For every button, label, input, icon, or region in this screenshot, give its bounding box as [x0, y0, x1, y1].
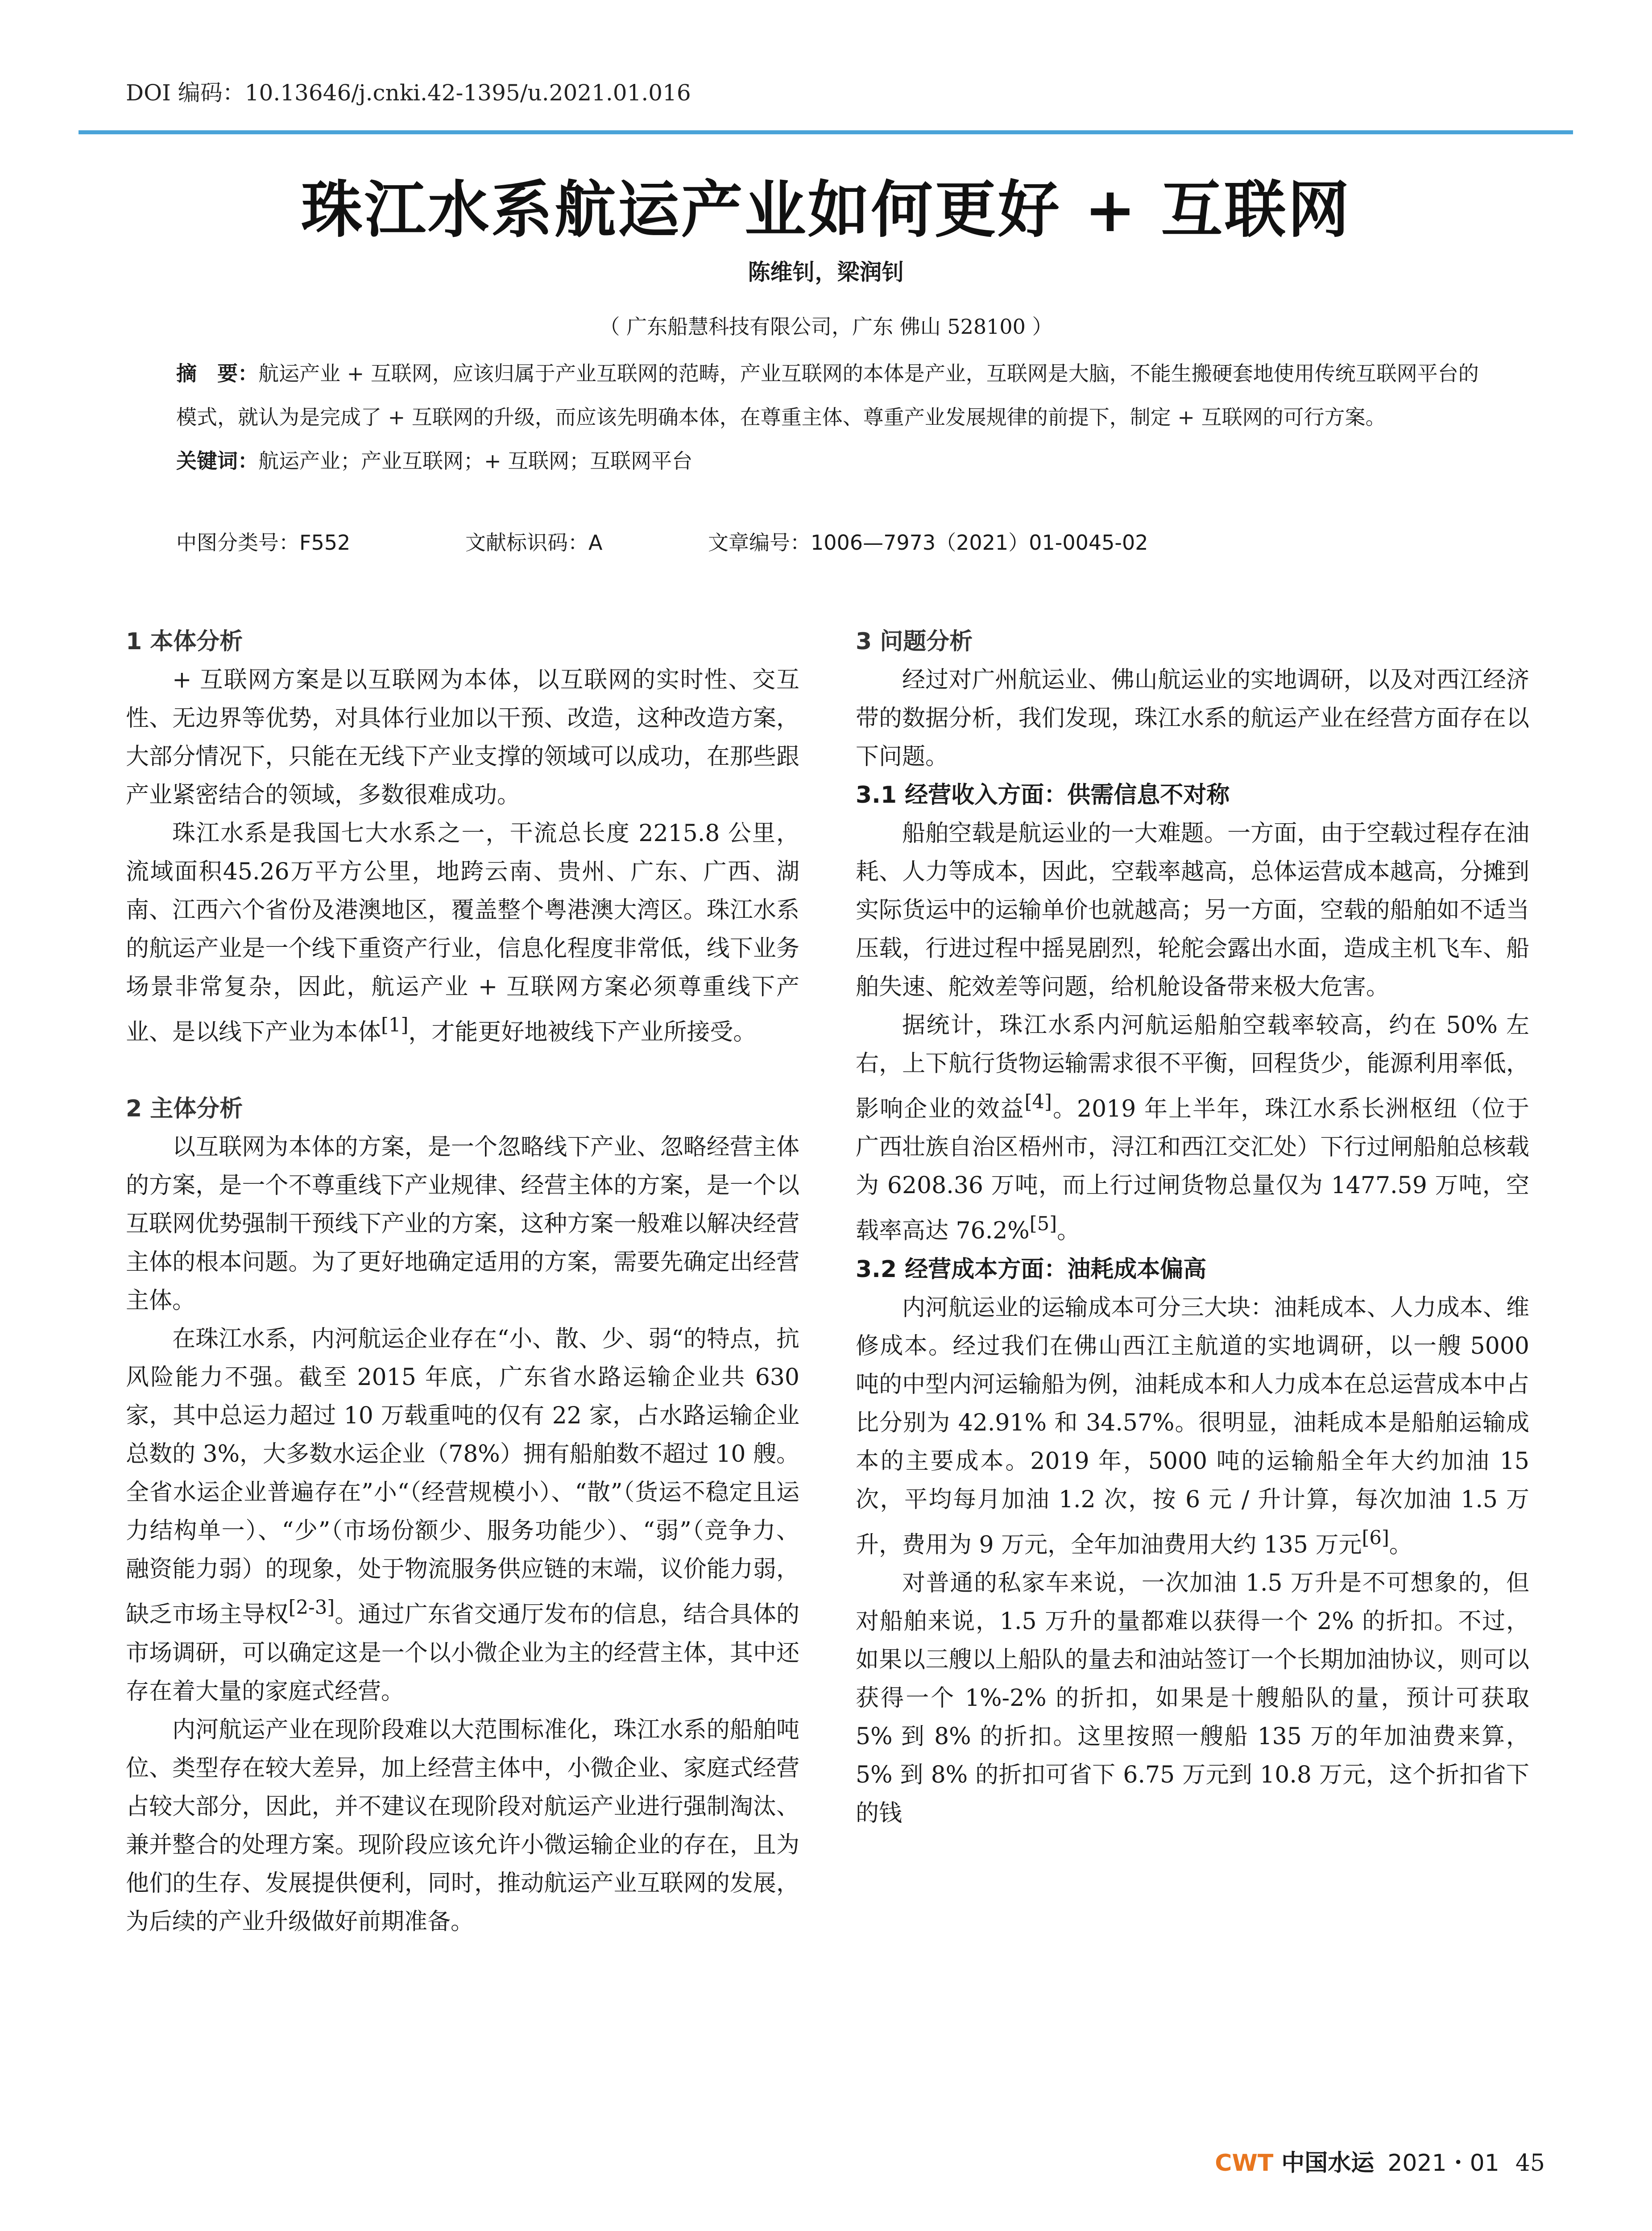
paragraph: 内河航运业的运输成本可分三大块：油耗成本、人力成本、维修成本。经过我们在佛山西江主航道的实地调研，以一艘 5000 吨的中型内河运输船为例，油耗成本和人力成本在总运营成本中占比分别为 42.91% 和 34.57%。很明显，油耗成本是船舶运输成本的主要成本。2019 年，5000 吨的运输船全年大约加油 15 次，平均每月加油 1.2 次，按 6 元 / 升计算，每次加油 1.5 万升，费用为 9 万元，全年加油费用大约 135 万元[6]。 — [856, 1294, 1529, 1558]
citation: [1] — [381, 1014, 409, 1037]
citation: [5] — [1029, 1213, 1057, 1236]
cwt-logo: CWT — [1215, 2150, 1274, 2177]
left-column — [126, 622, 799, 1941]
article-number: 文章编号：1006—7973（2021）01-0045-02 — [708, 531, 1148, 555]
paragraph: + 互联网方案是以互联网为本体，以互联网的实时性、交互性、无边界等优势，对具体行业加以干预、改造，这种改造方案，大部分情况下，只能在无线下产业支撑的领域可以成功，在那些跟产业紧密结合的领域，多数很难成功。 — [126, 667, 799, 809]
authors: 陈维钊，梁润钊 — [748, 259, 904, 285]
keywords — [176, 439, 1497, 483]
citation: [6] — [1362, 1526, 1389, 1549]
abstract-text: 航运产业 + 互联网，应该归属于产业互联网的范畴，产业互联网的本体是产业，互联网是大脑，不能生搬硬套地使用传统互联网平台的模式，就认为是完成了 + 互联网的升级，而应该先明确本体，在尊重主体、尊重产业发展规律的前提下，制定 + 互联网的可行方案。 — [176, 361, 1479, 429]
section-heading: 3 问题分析 — [856, 628, 973, 655]
journal-name: 中国水运 — [1281, 2149, 1375, 2177]
header-rule — [79, 130, 1573, 134]
subsection-heading: 3.1 经营收入方面：供需信息不对称 — [856, 782, 1230, 809]
abstract — [176, 352, 1497, 483]
paragraph: 据统计，珠江水系内河航运船舶空载率较高，约在 50% 左右，上下航行货物运输需求很不平衡，回程货少，能源利用率低，影响企业的效益[4]。2019 年上半年，珠江水系长洲枢纽（位于广西壮族自治区梧州市，浔江和西江交汇处）下行过闸船舶总核载为 6208.36 万吨，而上行过闸货物总量仅为 1477.59 万吨，空载率高达 76.2%[5]。 — [856, 1012, 1529, 1244]
right-column — [856, 622, 1529, 1833]
page-number: 45 — [1515, 2150, 1545, 2177]
abstract-label: 摘 要： — [176, 361, 258, 386]
subsection-heading: 3.2 经营成本方面：油耗成本偏高 — [856, 1256, 1207, 1283]
doi-code: DOI 编码：10.13646/j.cnki.42-1395/u.2021.01.016 — [126, 80, 691, 106]
paragraph: 珠江水系是我国七大水系之一，干流总长度 2215.8 公里，流域面积45.26万平方公里，地跨云南、贵州、广东、广西、湖南、江西六个省份及港澳地区，覆盖整个粤港澳大湾区。珠江水系的航运产业是一个线下重资产行业，信息化程度非常低，线下业务场景非常复杂，因此，航运产业 + 互联网方案必须尊重线下产业、是以线下产业为本体[1]，才能更好地被线下产业所接受。 — [126, 820, 799, 1046]
section-heading: 2 主体分析 — [126, 1095, 243, 1123]
article-title: 珠江水系航运产业如何更好 + 互联网 — [301, 173, 1351, 246]
document-code: 文献标识码：A — [465, 531, 603, 555]
page-footer — [1215, 2144, 1545, 2177]
paragraph: 在珠江水系，内河航运企业存在“小、散、少、弱“的特点，抗风险能力不强。截至 2015 年底，广东省水路运输企业共 630 家，其中总运力超过 10 万载重吨的仅有 22 家，占水路运输企业总数的 3%，大多数水运企业（78%）拥有船舶数不超过 10 艘。全省水运企业普遍存在”小“（经营规模小）、“散”（货运不稳定且运力结构单一）、“少”（市场份额少、服务功能少）、“弱”（竞争力、融资能力弱）的现象，处于物流服务供应链的末端，议价能力弱，缺乏市场主导权[2-3]。通过广东省交通厅发布的信息，结合具体的市场调研，可以确定这是一个以小微企业为主的经营主体，其中还存在着大量的家庭式经营。 — [126, 1326, 799, 1705]
issue-date: 2021・01 — [1387, 2150, 1499, 2177]
section-heading: 1 本体分析 — [126, 628, 243, 655]
keywords-text: 航运产业；产业互联网；+ 互联网；互联网平台 — [258, 449, 693, 473]
affiliation: （ 广东船慧科技有限公司，广东 佛山 528100 ） — [599, 315, 1053, 339]
citation: [4] — [1024, 1091, 1052, 1113]
paragraph: 对普通的私家车来说，一次加油 1.5 万升是不可想象的，但对船舶来说，1.5 万升的量都难以获得一个 2% 的折扣。不过，如果以三艘以上船队的量去和油站签订一个长期加油协议，则可以获得一个 1%-2% 的折扣，如果是十艘船队的量，预计可获取 5% 到 8% 的折扣。这里按照一艘船 135 万的年加油费来算，5% 到 8% 的折扣可省下 6.75 万元到 10.8 万元，这个折扣省下的钱 — [856, 1569, 1529, 1827]
keywords-label: 关键词： — [176, 449, 258, 473]
clc-number: 中图分类号：F552 — [176, 531, 351, 555]
paragraph: 经过对广州航运业、佛山航运业的实地调研，以及对西江经济带的数据分析，我们发现，珠江水系的航运产业在经营方面存在以下问题。 — [856, 667, 1529, 770]
abstract-body — [176, 352, 1497, 439]
paragraph: 以互联网为本体的方案，是一个忽略线下产业、忽略经营主体的方案，是一个不尊重线下产业规律、经营主体的方案，是一个以互联网优势强制干预线下产业的方案，这种方案一般难以解决经营主体的根本问题。为了更好地确定适用的方案，需要先确定出经营主体。 — [126, 1134, 799, 1315]
paragraph: 船舶空载是航运业的一大难题。一方面，由于空载过程存在油耗、人力等成本，因此，空载率越高，总体运营成本越高，分摊到实际货运中的运输单价也就越高；另一方面，空载的船舶如不适当压载，行进过程中摇晃剧烈，轮舵会露出水面，造成主机飞车、船舶失速、舵效差等问题，给机舱设备带来极大危害。 — [856, 820, 1529, 1000]
paragraph: 内河航运产业在现阶段难以大范围标准化，珠江水系的船舶吨位、类型存在较大差异，加上经营主体中，小微企业、家庭式经营占较大部分，因此，并不建议在现阶段对航运产业进行强制淘汰、兼并整合的处理方案。现阶段应该允许小微运输企业的存在，且为他们的生存、发展提供便利，同时，推动航运产业互联网的发展，为后续的产业升级做好前期准备。 — [126, 1716, 799, 1935]
citation: [2-3] — [288, 1597, 335, 1619]
